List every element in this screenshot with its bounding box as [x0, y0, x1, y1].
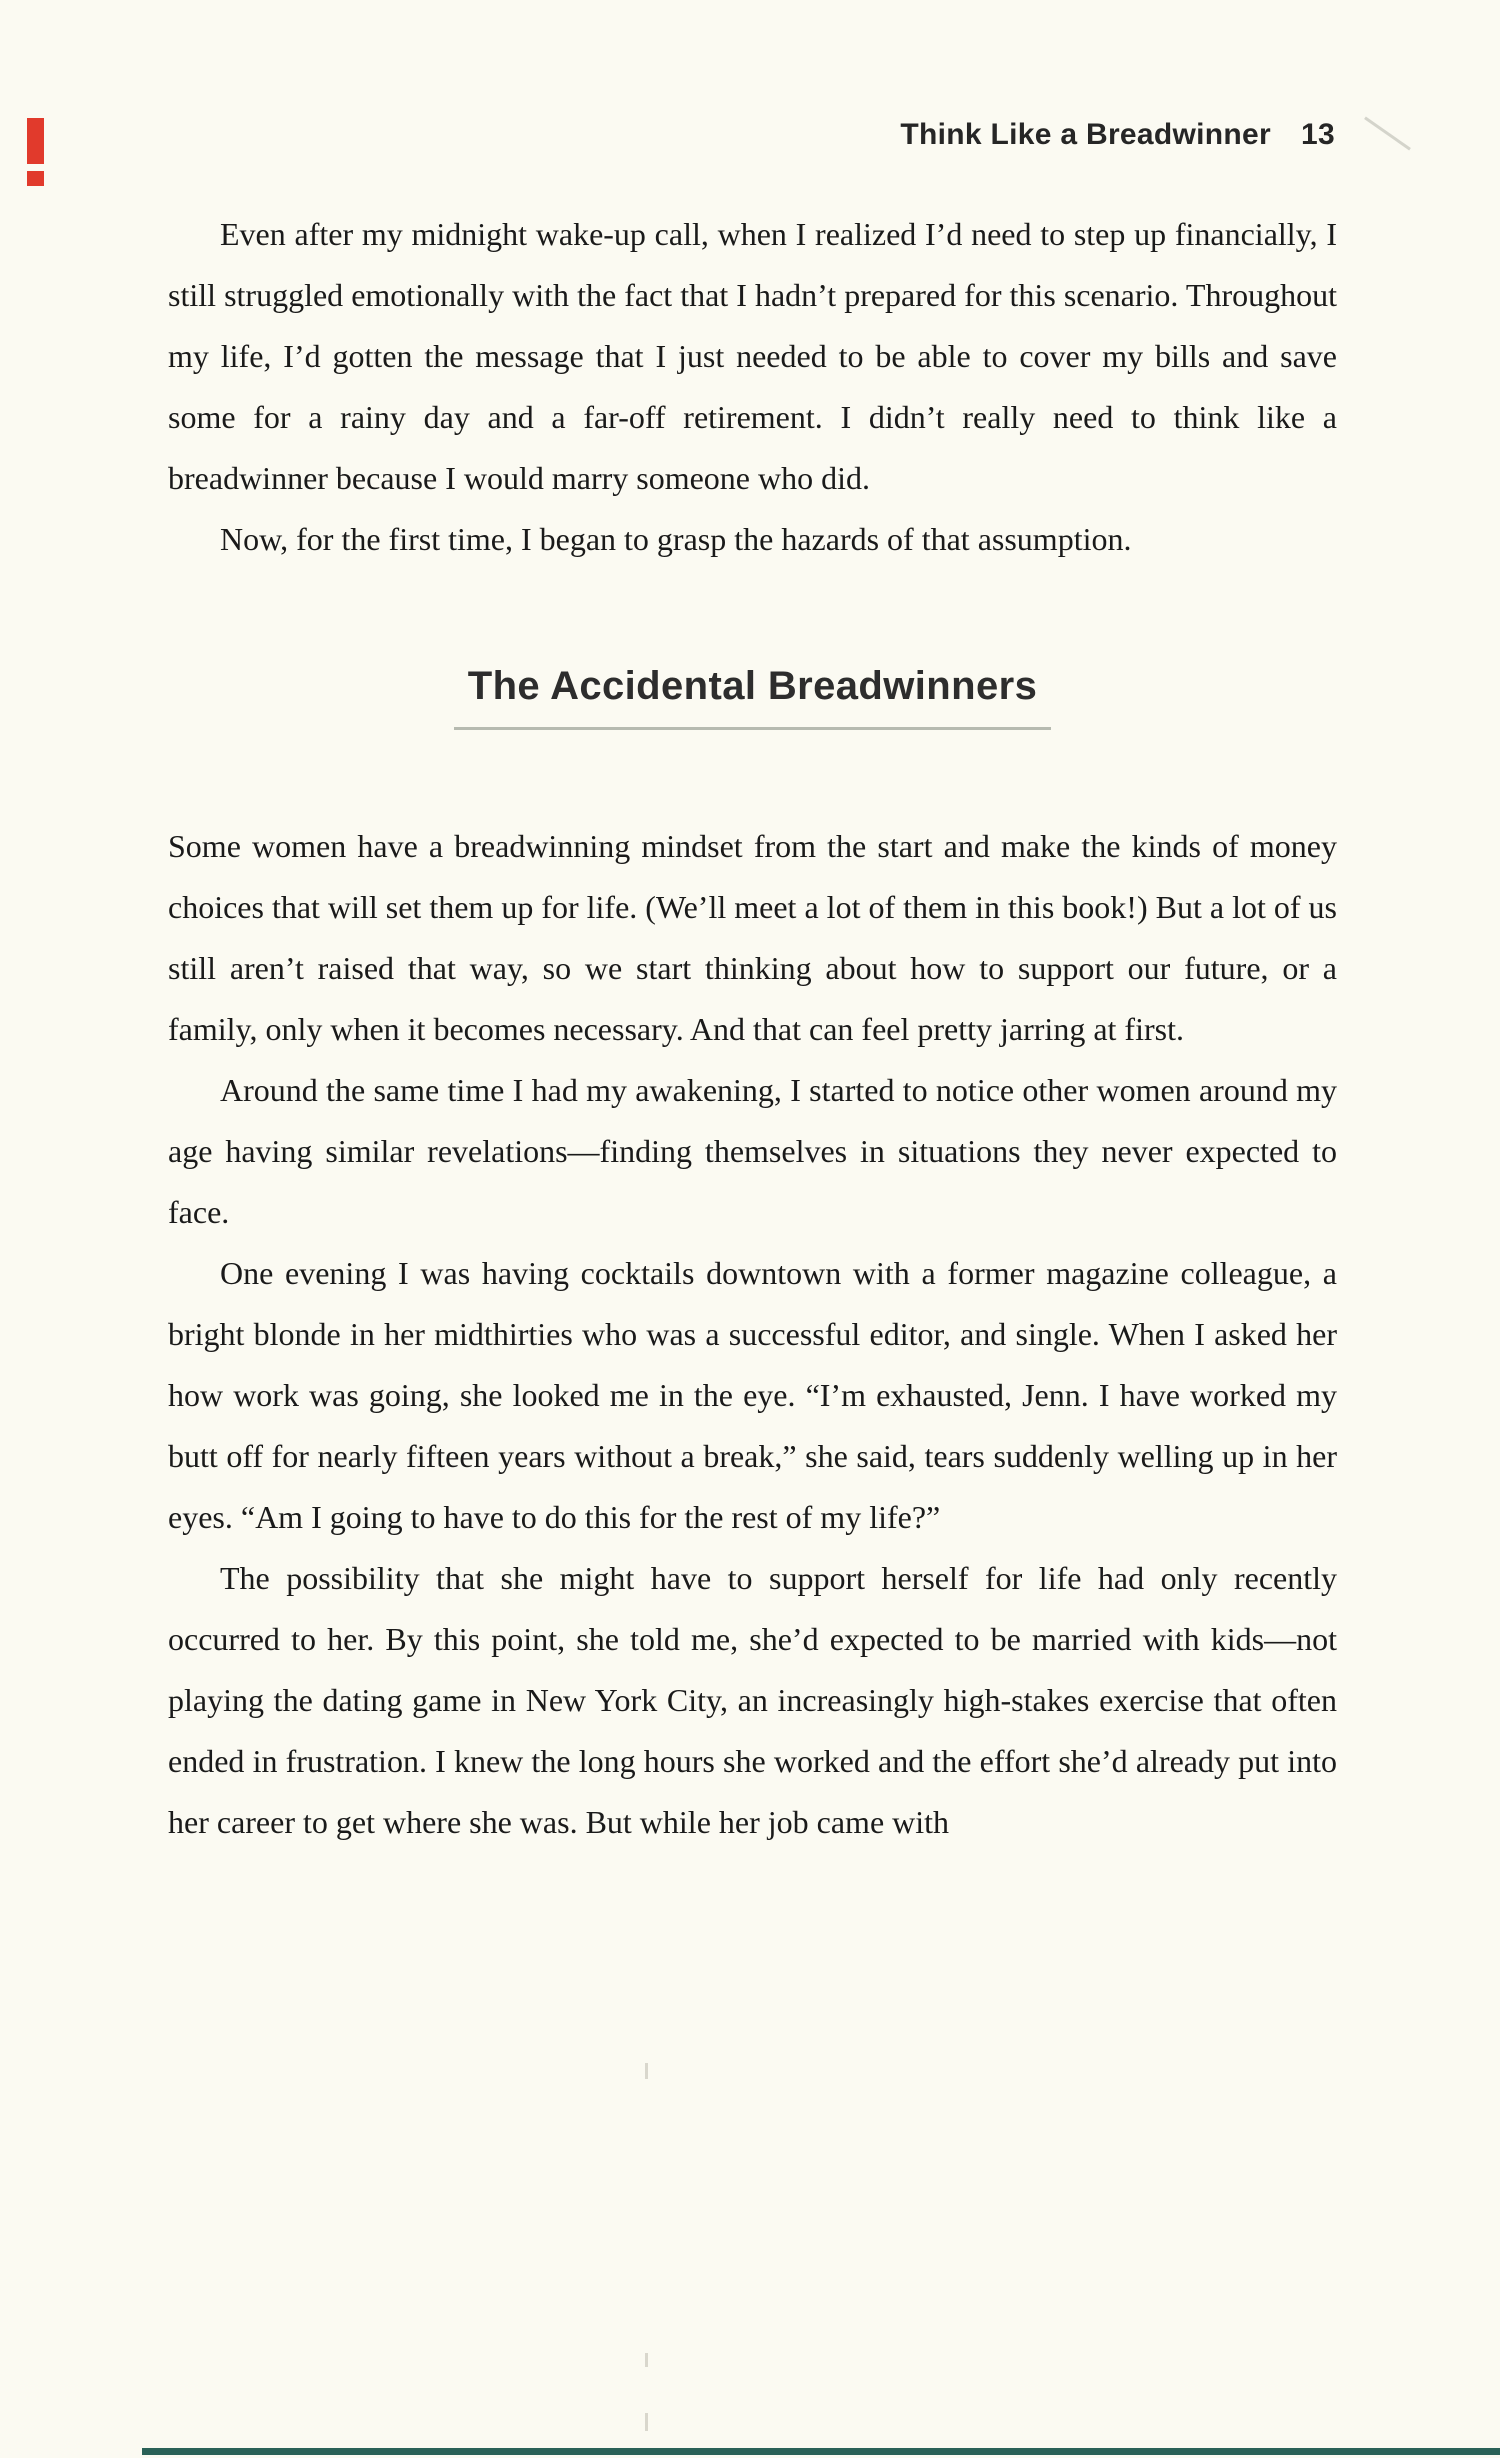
paragraph: One evening I was having cocktails downtown with a former magazine colleague, a bright blonde in her midthirties who was a successful editor, and single. When I asked her how work was going, she looked me in the eye. “I’m exhausted, Jenn. I have worked my butt off for nearly fifteen years without a break,” she said, tears suddenly welling up in her eyes. “Am I going to have to do this for the rest of my life?” [168, 1255, 1337, 1535]
bottom-trim-line [142, 2448, 1500, 2455]
red-edge-mark-small [27, 171, 44, 186]
corner-scratch-mark [1364, 116, 1411, 150]
scan-artifact-dash [645, 2413, 648, 2431]
section-heading: The Accidental Breadwinners [454, 664, 1051, 730]
red-edge-mark-top [27, 118, 44, 164]
page-number: 13 [1301, 118, 1335, 151]
paragraph: The possibility that she might have to support herself for life had only recently occurred to her. By this point, she told me, she’d expected to be married with kids—not playing the dating game in New York City, an increasingly high-stakes exercise that often ended in frustration. I knew the long hours she worked and the effort she’d already put into her career to get where she was. But while her job came with [168, 1560, 1337, 1840]
running-header [168, 118, 1335, 152]
paragraph: Some women have a breadwinning mindset from the start and make the kinds of money choices that will set them up for life. (We’ll meet a lot of them in this book!) But a lot of us still aren’t raised that way, so we start thinking about how to support our future, or a family, only when it becomes necessary. And that can feel pretty jarring at first. [168, 828, 1337, 1047]
scan-artifact-dash [645, 2353, 648, 2367]
paragraph: Around the same time I had my awakening, I started to notice other women around my age having similar revelations—finding themselves in situations they never expected to face. [168, 1072, 1337, 1230]
scan-artifact-dash [645, 2063, 648, 2079]
text-column [168, 204, 1337, 1853]
section-heading-block [168, 664, 1337, 730]
running-head-title: Think Like a Breadwinner [900, 118, 1272, 151]
book-page [0, 118, 1500, 2458]
paragraph: Now, for the first time, I began to grasp the hazards of that assumption. [220, 521, 1132, 557]
paragraph: Even after my midnight wake-up call, when I realized I’d need to step up financially, I still struggled emotionally with the fact that I hadn’t prepared for this scenario. Throughout my life, I’d gotten the message that I just needed to be able to cover my bills and save some for a rainy day and a far-off retirement. I didn’t really need to think like a breadwinner because I would marry someone who did. [168, 216, 1337, 496]
